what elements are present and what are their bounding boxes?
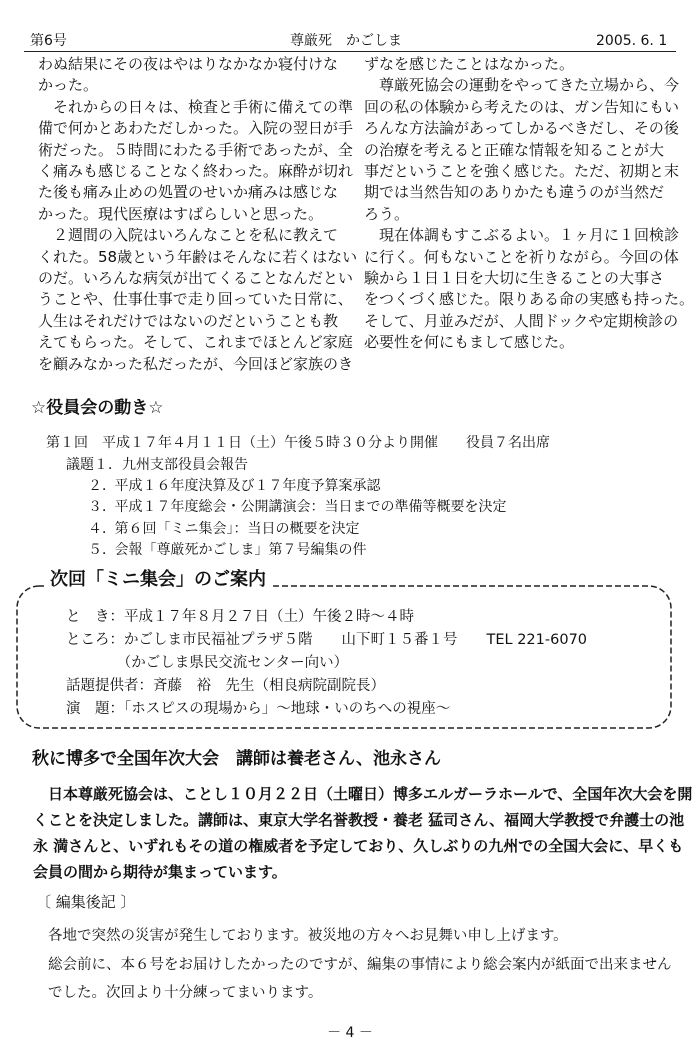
list-item — [66, 476, 506, 497]
meeting-place: ところ：かごしま市民福祉プラザ５階 山下町１５番１号 TEL 221-6070 — [66, 632, 588, 648]
text-line: 尊厳死協会の運動をやってきた立場から、今 — [364, 76, 680, 95]
text-line: ずなを感じたことはなかった。 — [364, 55, 575, 73]
text-line: を顧みなかった私だったが、今回ほど家族のき — [38, 354, 354, 373]
page-number: － 4 － — [327, 1025, 373, 1041]
text-line: 必要性を何にもまして感じた。 — [364, 333, 575, 352]
meeting-speaker: 話題提供者：斉藤 裕 先生（相良病院副院長） — [66, 678, 385, 694]
text-line: くれた。58歳という年齢はそんなに若くはない — [38, 247, 358, 266]
list-item — [66, 455, 506, 476]
text-line: ろんな方法論があってしかるべきだし、その後 — [364, 119, 679, 138]
text-line: 期では当然告知のありかたも違うのが当然だ — [364, 183, 665, 202]
text-line: 日本尊厳死協会は、ことし１０月２２日（土曜日）博多エルガーラホールで、全国年次大会を開 — [33, 785, 693, 803]
agenda-item-text: 会報「尊厳死かごしま」第７号編集の件 — [114, 541, 367, 558]
text-line: 術だった。５時間にわたる手術であったが、全 — [38, 140, 353, 159]
text-line: の治療を考えると正確な情報を知ることが大 — [364, 140, 665, 159]
article-right-column — [364, 54, 695, 354]
text-line: 事だということを強く感じた。ただ、初期と末 — [364, 162, 680, 181]
agenda-item-text: 第６回「ミニ集会」：当日の概要を決定 — [114, 520, 360, 537]
text-line: 現在体調もすこぶるよい。１ヶ月に１回検診 — [364, 226, 680, 245]
text-line: それからの日々は、検査と手術に備えての準 — [38, 97, 354, 116]
meeting-place-note: （かごしま県民交流センター向い） — [66, 655, 349, 671]
agenda-item-text: 九州支部役員会報告 — [122, 457, 248, 473]
text-line: わぬ結果にその夜はやはりなかなか寝付けな — [38, 55, 339, 73]
agenda-item-text: 平成１７年度総会・公開講演会：当日までの準備等概要を決定 — [114, 499, 507, 516]
mini-meeting-details — [66, 606, 587, 721]
afterword-body — [48, 922, 672, 1008]
agenda-item-text: 平成１６年度決算及び１７年度予算案承認 — [114, 478, 381, 495]
board-section-title: ☆役員会の動き☆ — [31, 398, 164, 418]
afterword-heading: 〔 編集後記 〕 — [36, 893, 136, 911]
article-left-column — [38, 54, 358, 375]
issue-date: 2005. 6. 1 — [596, 33, 668, 49]
agenda-item-number: ４． — [88, 520, 116, 537]
text-line: た後も痛み止めの処置のせいか痛みは感じな — [38, 183, 339, 202]
text-line: 各地で突然の災害が発生しております。被災地の方々へお見舞い申し上げます。 — [48, 928, 568, 944]
agenda-list — [66, 455, 506, 561]
text-line: に行く。何もないことを祈りながら。今回の体 — [364, 247, 679, 266]
text-line: ２週間の入院はいろんなことを私に教えて — [38, 226, 339, 245]
agenda-item-number: ３． — [88, 499, 116, 516]
meeting-info: 第１回 平成１７年４月１１日（土）午後５時３０分より開催 役員７名出席 — [46, 435, 550, 451]
list-item — [66, 519, 506, 540]
convention-headline: 秋に博多で全国年次大会 講師は養老さん、池永さん — [32, 749, 442, 769]
text-line: うことや、仕事仕事で走り回っていた日常に、 — [38, 290, 353, 309]
header-rule — [24, 51, 676, 52]
text-line: く痛みも感じることなく終わった。麻酔が切れ — [38, 162, 353, 181]
text-line: えてもらった。そして、これまでほとんど家庭 — [38, 333, 353, 352]
text-line: 人生はそれだけではないのだということも教 — [38, 311, 339, 330]
convention-body — [33, 781, 693, 885]
text-line: 永 満さんと、いずれもその道の権威者を予定しており、久しぶりの九州での全国大会に、早くも — [33, 837, 684, 855]
agenda-item-number: ２． — [88, 478, 116, 495]
newsletter-title: 尊厳死 かごしま — [290, 33, 402, 49]
list-item — [66, 540, 506, 561]
meeting-topic: 演 題：「ホスピスの現場から」～地球・いのちへの視座～ — [66, 701, 451, 717]
text-line: 回の私の体験から考えたのは、ガン告知にもい — [364, 97, 680, 116]
agenda-label: 議題１． — [66, 457, 122, 473]
text-line: 総会前に、本６号をお届けしたかったのですが、編集の事情により総会案内が紙面で出来ません — [48, 956, 672, 973]
issue-number: 第6号 — [30, 33, 67, 49]
text-line: ろう。 — [364, 204, 410, 223]
text-line: をつくづく感じた。限りある命の実感も持った。 — [364, 290, 695, 309]
text-line: 験から１日１日を大切に生きることの大事さ — [364, 269, 665, 288]
meeting-time: と き：平成１７年８月２７日（土）午後２時～４時 — [66, 609, 414, 625]
text-line: くことを決定しました。講師は、東京大学名誉教授・養老 猛司さん、福岡大学教授で弁護士の池 — [33, 811, 685, 829]
agenda-item-number: ５． — [88, 541, 116, 558]
text-line: そして、月並みだが、人間ドックや定期検診の — [364, 311, 679, 330]
text-line: でした。次回より十分練ってまいります。 — [48, 985, 323, 1001]
text-line: かった。 — [38, 76, 99, 95]
text-line: かった。現代医療はすばらしいと思った。 — [38, 204, 324, 223]
text-line: のだ。いろんな病気が出てくることなんだとい — [38, 269, 354, 288]
text-line: 会員の間から期待が集まっています。 — [33, 863, 287, 881]
text-line: 備で何かとあわただしかった。入院の翌日が手 — [38, 119, 354, 138]
list-item — [66, 497, 506, 518]
mini-meeting-title: 次回「ミニ集会」のご案内 — [44, 568, 272, 592]
